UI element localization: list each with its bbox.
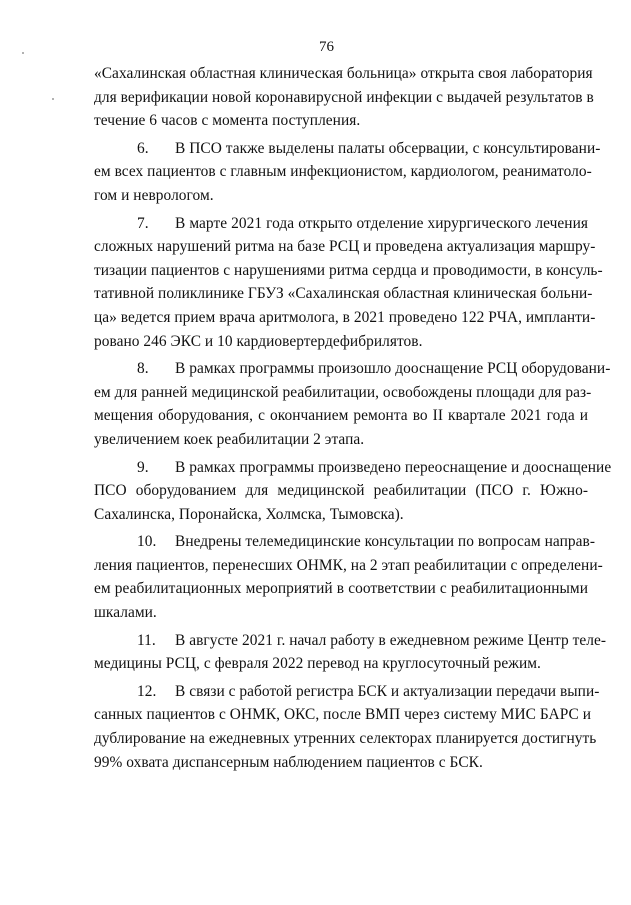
line-text: В августе 2021 г. начал работу в ежедневном режиме Центр теле- bbox=[175, 631, 607, 649]
text-line: ПСО оборудованием для медицинской реабилитации (ПСО г. Южно- bbox=[94, 482, 588, 500]
line-text: В рамках программы произведено переоснащение и дооснащение bbox=[175, 458, 612, 476]
line-text: Внедрены телемедицинские консультации по вопросам направ- bbox=[175, 533, 595, 551]
line-text: В связи с работой регистра БСК и актуализации передачи выпи- bbox=[175, 682, 600, 700]
text-line: санных пациентов с ОНМК, ОКС, после ВМП через систему МИС БАРС и bbox=[94, 706, 591, 724]
text-line: «Сахалинская областная клиническая больница» открыта своя лаборатория bbox=[94, 65, 593, 82]
scan-speck bbox=[22, 52, 24, 54]
numbered-paragraph bbox=[94, 680, 600, 774]
text-line: ем всех пациентов с главным инфекционистом, кардиологом, реаниматоло- bbox=[94, 163, 592, 181]
text-line bbox=[94, 137, 601, 161]
paragraph-number: 11. bbox=[137, 631, 156, 649]
text-line: тативной поликлинике ГБУЗ «Сахалинская областная клиническая больни- bbox=[94, 285, 593, 303]
text-line: гом и неврологом. bbox=[94, 186, 214, 204]
text-line bbox=[94, 212, 588, 236]
text-line bbox=[94, 530, 595, 554]
paragraph-number: 12. bbox=[137, 682, 157, 700]
paragraph-number: 9. bbox=[137, 458, 149, 476]
numbered-paragraph bbox=[94, 357, 611, 451]
text-line: ем реабилитационных мероприятий в соответствии с реабилитационными bbox=[94, 580, 588, 598]
text-line: медицины РСЦ, с февраля 2022 перевод на круглосуточный режим. bbox=[94, 655, 541, 673]
text-line: ления пациентов, перенесших ОНМК, на 2 этап реабилитации с определени- bbox=[94, 556, 603, 574]
line-text: В ПСО также выделены палаты обсервации, с консультировани- bbox=[175, 139, 601, 157]
text-line bbox=[94, 629, 607, 653]
text-line: шкалами. bbox=[94, 604, 157, 622]
page-number: 76 bbox=[319, 39, 334, 55]
text-line: 99% охвата диспансерным наблюдением пациентов с БСК. bbox=[94, 753, 483, 771]
text-line bbox=[94, 357, 611, 381]
text-line: тизации пациентов с нарушениями ритма сердца и проводимости, в консуль- bbox=[94, 261, 603, 279]
text-line: дублирование на ежедневных утренних селекторах планируется достигнуть bbox=[94, 730, 597, 748]
paragraph-number: 10. bbox=[137, 533, 157, 551]
paragraph-number: 6. bbox=[137, 139, 149, 157]
text-line: Сахалинска, Поронайска, Холмска, Тымовска). bbox=[94, 505, 404, 523]
paragraph-number: 8. bbox=[137, 360, 149, 378]
line-text: В марте 2021 года открыто отделение хирургического лечения bbox=[175, 214, 588, 232]
text-line: увеличением коек реабилитации 2 этапа. bbox=[94, 430, 365, 448]
text-line: течение 6 часов с момента поступления. bbox=[94, 112, 361, 130]
numbered-paragraph bbox=[94, 456, 612, 527]
text-line: для верификации новой коронавирусной инфекции с выдачей результатов в bbox=[94, 88, 594, 106]
scan-speck bbox=[52, 98, 54, 100]
paragraph-number: 7. bbox=[137, 214, 149, 232]
document-body bbox=[94, 62, 612, 778]
numbered-paragraph bbox=[94, 629, 607, 676]
continuation-paragraph bbox=[94, 62, 594, 133]
numbered-paragraph bbox=[94, 137, 601, 208]
text-line: ца» ведется прием врача аритмолога, в 2021 проведено 122 РЧА, импланти- bbox=[94, 308, 596, 326]
text-line: ровано 246 ЭКС и 10 кардиовертердефибрилятов. bbox=[94, 332, 423, 350]
text-line bbox=[94, 680, 600, 704]
line-text: В рамках программы произошло дооснащение РСЦ оборудовани- bbox=[175, 360, 611, 378]
text-line: ем для ранней медицинской реабилитации, освобождены площади для раз- bbox=[94, 383, 592, 401]
numbered-paragraph bbox=[94, 530, 603, 624]
text-line bbox=[94, 456, 612, 480]
numbered-paragraph bbox=[94, 212, 603, 354]
text-line: сложных нарушений ритма на базе РСЦ и проведена актуализация маршру- bbox=[94, 238, 596, 256]
text-line: мещения оборудования, с окончанием ремонта во II квартале 2021 года и bbox=[94, 407, 588, 425]
